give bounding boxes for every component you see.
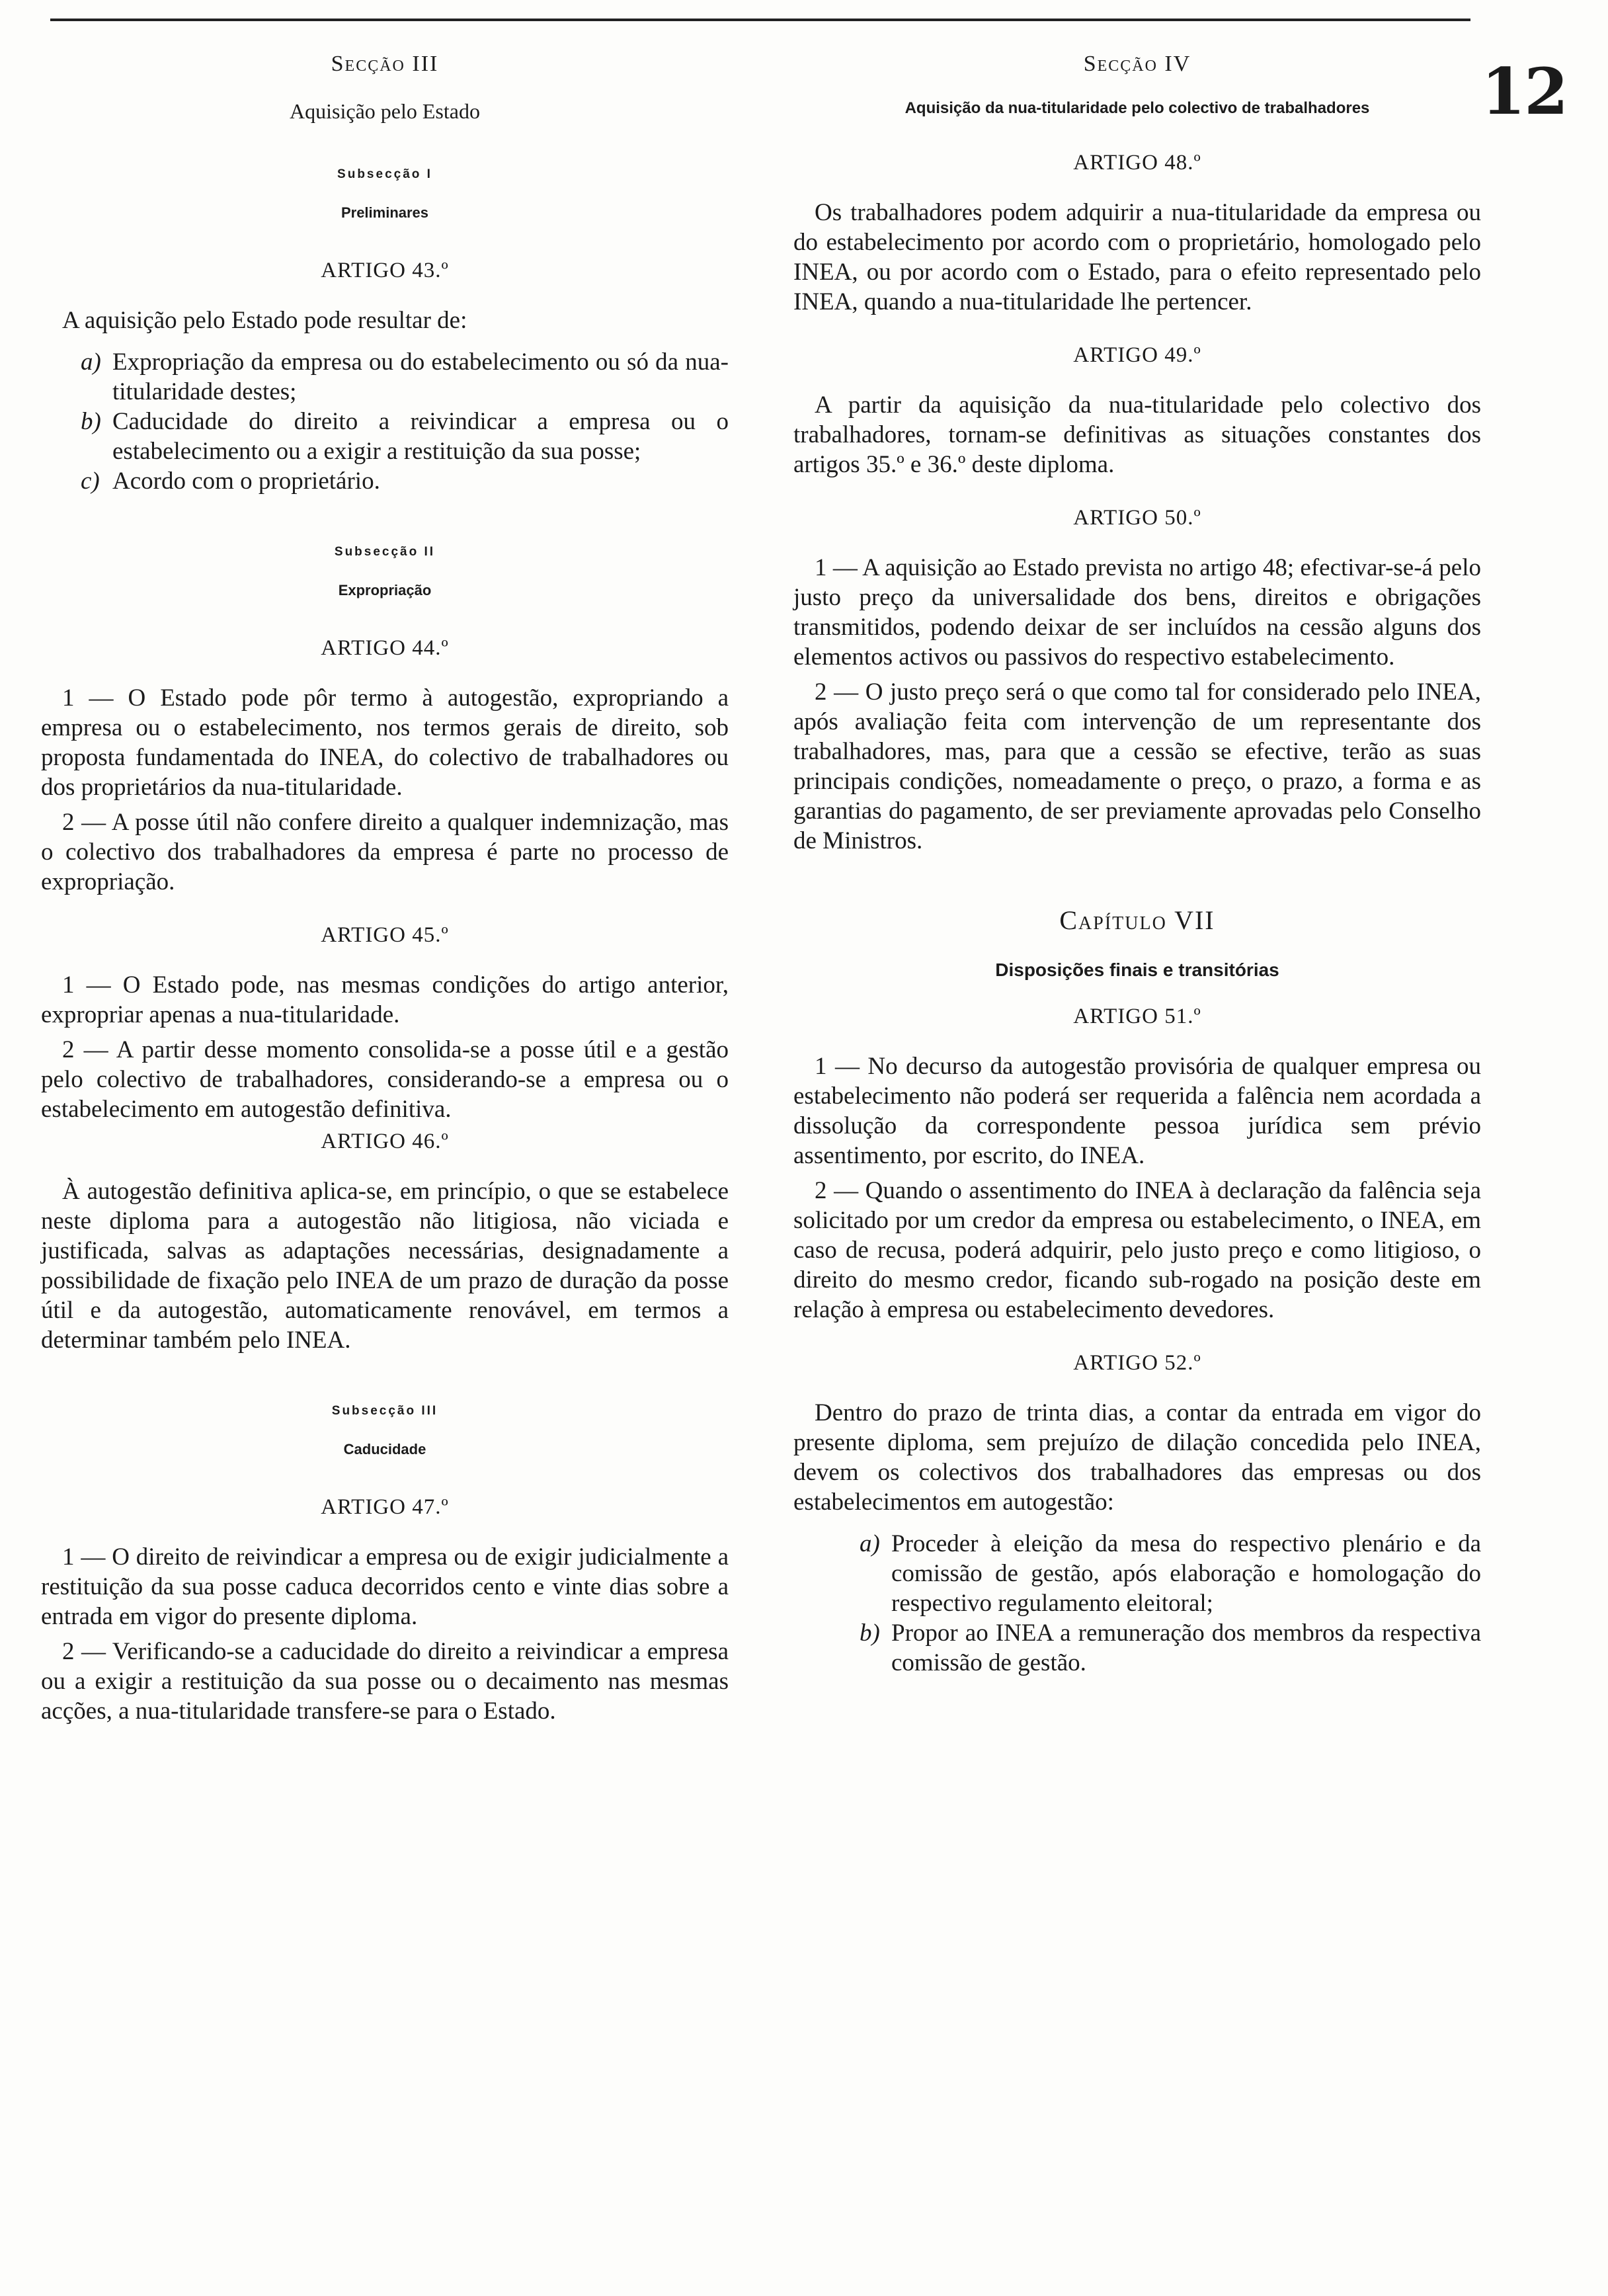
article-52-intro: Dentro do prazo de trinta dias, a contar da entrada em vigor do presente diploma, sem prejuízo de dilação concedida pelo INEA, devem os colectivos dos trabalhadores das empresas ou dos estabelecimentos em autogestão:: [793, 1399, 1481, 1516]
article-heading-49: ARTIGO 49.º: [1073, 343, 1201, 367]
subsection-title: Preliminares: [341, 204, 429, 221]
subsection-title: Caducidade: [343, 1441, 426, 1457]
article-43-list: [41, 347, 729, 496]
article-43-intro: A aquisição pelo Estado pode resultar de:: [62, 307, 467, 334]
subsection-heading: Subsecção I: [337, 167, 432, 181]
article-heading-50: ARTIGO 50.º: [1073, 506, 1201, 530]
article-heading-43: ARTIGO 43.º: [321, 259, 449, 282]
right-column: [793, 52, 1481, 1690]
article-heading-51: ARTIGO 51.º: [1073, 1004, 1201, 1028]
subsection-heading: Subsecção II: [334, 545, 436, 559]
section-title: Aquisição pelo Estado: [290, 99, 480, 123]
list-item: a) Proceder à eleição da mesa do respectivo plenário e da comissão de gestão, após elaboração e homologação do respectivo regulamento eleitoral;: [860, 1530, 1481, 1617]
section-heading: Secção III: [331, 52, 439, 76]
page-number: 12: [1481, 54, 1567, 129]
chapter-title: Disposições finais e transitórias: [995, 960, 1279, 980]
article-52-list: [793, 1529, 1481, 1678]
article-45-paragraph-1: 1 — O Estado pode, nas mesmas condições do artigo anterior, expropriar apenas a nua-titularidade.: [41, 971, 729, 1028]
article-51-paragraph-1: 1 — No decurso da autogestão provisória de qualquer empresa ou estabelecimento não poderá ser requerida a falência nem acordada a dissolução da correspondente pessoa jurídica sem prévio assentimento, por escrito, do INEA.: [793, 1053, 1481, 1169]
article-50-paragraph-1: 1 — A aquisição ao Estado prevista no artigo 48; efectivar-se-á pelo justo preço da universalidade dos bens, direitos e obrigações transmitidos, podendo deixar de ser incluídos na cessão alguns dos elementos activos ou passivos do respectivo estabelecimento.: [793, 554, 1481, 671]
article-49-paragraph-1: A partir da aquisição da nua-titularidade pelo colectivo dos trabalhadores, tornam-se definitivas as situações constantes dos artigos 35.º e 36.º deste diploma.: [793, 391, 1481, 478]
section-title: Aquisição da nua-titularidade pelo colectivo de trabalhadores: [904, 99, 1370, 117]
article-heading-48: ARTIGO 48.º: [1073, 151, 1201, 175]
article-47-paragraph-2: 2 — Verificando-se a caducidade do direito a reivindicar a empresa ou a exigir a restituição da sua posse ou o decaimento nas mesmas acções, a nua-titularidade transfere-se para o Estado.: [41, 1638, 729, 1725]
left-column: [41, 52, 729, 1738]
article-heading-46: ARTIGO 46.º: [321, 1129, 449, 1153]
article-45-paragraph-2: 2 — A partir desse momento consolida-se a posse útil e a gestão pelo colectivo de trabalhadores, considerando-se a empresa ou o estabelecimento em autogestão definitiva.: [41, 1036, 729, 1123]
article-44-paragraph-2: 2 — A posse útil não confere direito a qualquer indemnização, mas o colectivo dos trabalhadores da empresa é parte no processo de expropriação.: [41, 809, 729, 895]
article-47-paragraph-1: 1 — O direito de reivindicar a empresa ou de exigir judicialmente a restituição da sua posse caduca decorridos cento e vinte dias sobre a entrada em vigor do presente diploma.: [41, 1543, 729, 1630]
article-50-paragraph-2: 2 — O justo preço será o que como tal for considerado pelo INEA, após avaliação feita com intervenção de um representante dos trabalhadores, mas, para que a cessão se efective, terão as suas principais condições, nomeadamente o preço, o prazo, a forma e as garantias do pagamento, de ser previamente aprovadas pelo Conselho de Ministros.: [793, 678, 1481, 854]
subsection-title: Expropriação: [338, 582, 432, 598]
article-44-paragraph-1: 1 — O Estado pode pôr termo à autogestão, expropriando a empresa ou o estabelecimento, nos termos gerais de direito, sob proposta fundamentada do INEA, do colectivo de trabalhadores ou dos proprietários da nua-titularidade.: [41, 684, 729, 801]
article-46-paragraph-1: À autogestão definitiva aplica-se, em princípio, o que se estabelece neste diploma para a autogestão não litigiosa, não viciada e justificada, salvas as adaptações necessárias, designadamente a possibilidade de fixação pelo INEA de um prazo de duração da posse útil e da autogestão, automaticamente renovável, em termos a determinar também pelo INEA.: [41, 1178, 729, 1354]
list-item: b) Propor ao INEA a remuneração dos membros da respectiva comissão de gestão.: [860, 1620, 1481, 1676]
subsection-heading: Subsecção III: [331, 1404, 438, 1418]
list-item: b) Caducidade do direito a reivindicar a empresa ou o estabelecimento ou a exigir a restituição da sua posse;: [81, 408, 729, 465]
chapter-heading: Capítulo VII: [1059, 905, 1215, 935]
list-item: c) Acordo com o proprietário.: [81, 468, 380, 495]
article-51-paragraph-2: 2 — Quando o assentimento do INEA à declaração da falência seja solicitado por um credor da empresa ou estabelecimento, o INEA, em caso de recusa, poderá adquirir, pelo justo preço e como litigioso, o direito do mesmo credor, ficando sub-rogado na posição deste em relação à empresa ou estabelecimento devedores.: [793, 1177, 1481, 1323]
article-48-paragraph-1: Os trabalhadores podem adquirir a nua-titularidade da empresa ou do estabelecimento por acordo com o proprietário, homologado pelo INEA, ou por acordo com o Estado, para o efeito representado pelo INEA, quando a nua-titularidade lhe pertencer.: [793, 199, 1481, 315]
article-heading-44: ARTIGO 44.º: [321, 636, 449, 660]
section-heading: Secção IV: [1083, 52, 1191, 76]
top-rule: [50, 19, 1470, 21]
article-heading-47: ARTIGO 47.º: [321, 1495, 449, 1519]
article-heading-52: ARTIGO 52.º: [1073, 1351, 1201, 1375]
list-item: a) Expropriação da empresa ou do estabelecimento ou só da nua-titularidade destes;: [81, 348, 729, 405]
article-heading-45: ARTIGO 45.º: [321, 923, 449, 947]
